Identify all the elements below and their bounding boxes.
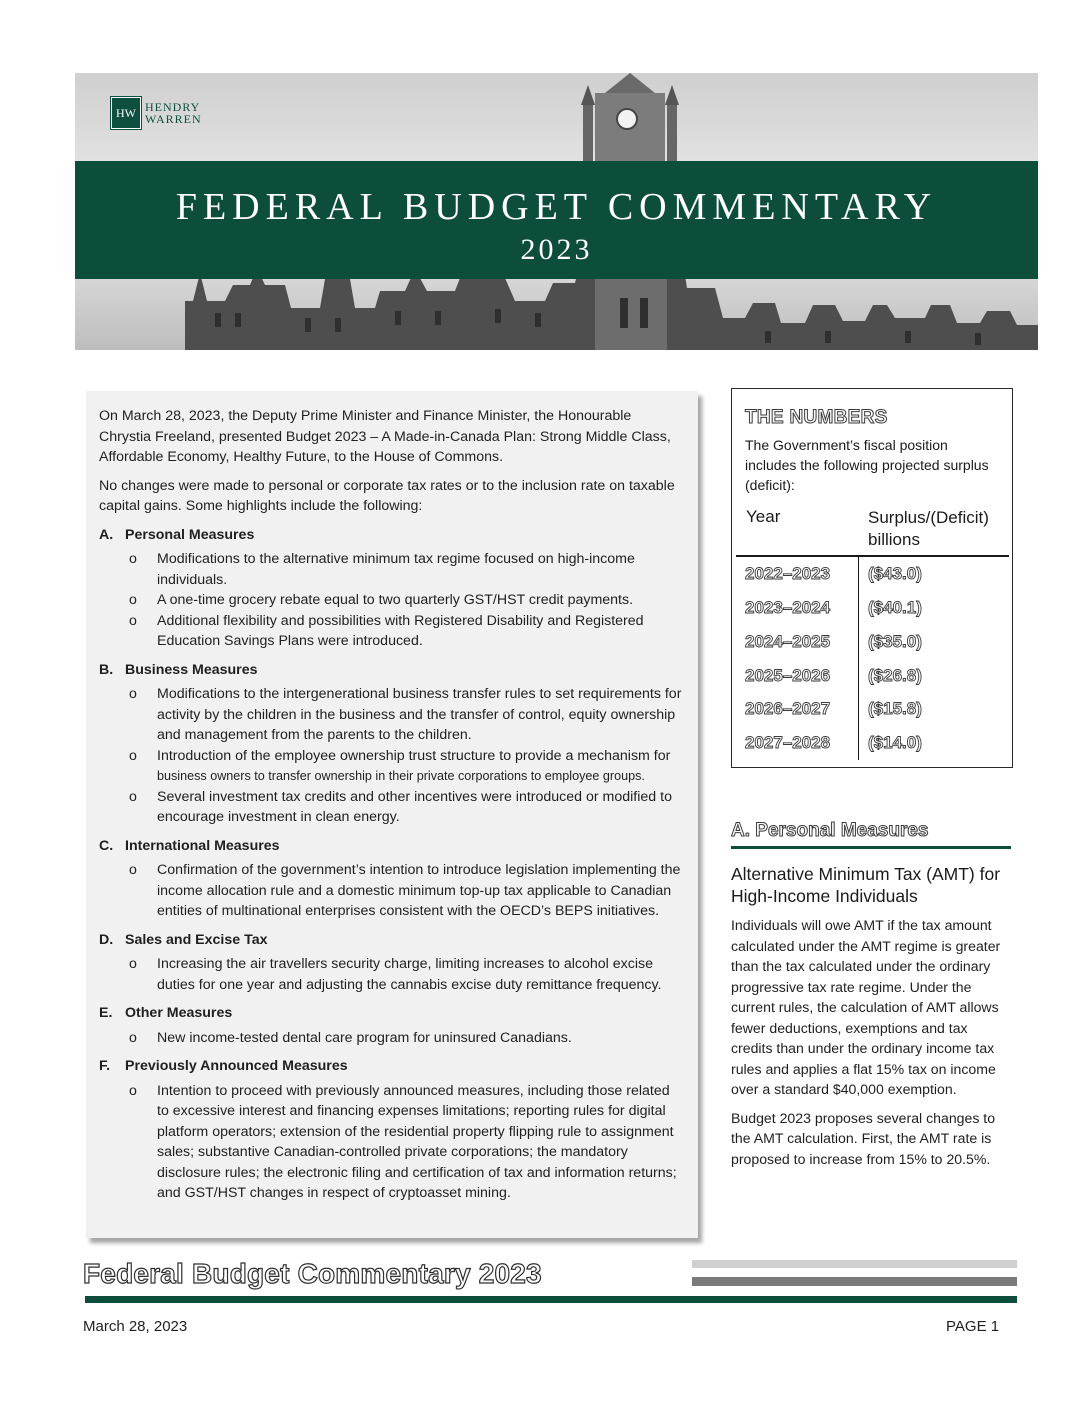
bullet-icon: o bbox=[129, 1029, 137, 1046]
list-item bbox=[99, 860, 684, 922]
table-row bbox=[732, 598, 1012, 632]
list-item-text: Additional flexibility and possibilities with Registered Disability and Registered Education Savings Plans were introduced. bbox=[157, 612, 644, 649]
row-year: 2027–2028 bbox=[745, 733, 831, 752]
business-measures-list bbox=[99, 684, 684, 828]
title-band bbox=[75, 161, 1038, 279]
article-heading: A. Personal Measures bbox=[731, 820, 929, 841]
banner bbox=[75, 73, 1038, 350]
footer-rule bbox=[85, 1296, 1017, 1303]
other-measures-list bbox=[99, 1028, 684, 1049]
section-title: Previously Announced Measures bbox=[125, 1058, 348, 1074]
section-letter: C. bbox=[99, 837, 114, 854]
logo-mark: HW bbox=[111, 97, 141, 129]
bullet-icon: o bbox=[129, 1082, 137, 1099]
column-header-amount bbox=[868, 507, 989, 551]
section-heading-other bbox=[99, 1003, 684, 1024]
bullet-icon: o bbox=[129, 862, 137, 878]
row-amount: ($14.0) bbox=[868, 733, 922, 752]
section-title: International Measures bbox=[125, 837, 280, 854]
numbers-box bbox=[731, 388, 1013, 768]
row-amount: ($40.1) bbox=[868, 598, 922, 617]
list-item bbox=[99, 590, 684, 611]
list-item bbox=[99, 787, 684, 828]
section-heading-personal bbox=[99, 525, 684, 546]
intro-paragraph-1: On March 28, 2023, the Deputy Prime Minister and Finance Minister, the Honourable Chrystia Freeland, presented Budget 2023 – A Made-in-Canada Plan: Strong Middle Class, Affordable Economy, Healthy Future, to the House of Commons. bbox=[99, 408, 671, 465]
list-item bbox=[99, 1081, 684, 1204]
footer-decor-bar-light bbox=[692, 1260, 1017, 1268]
header-divider bbox=[736, 555, 1009, 557]
document-title: FEDERAL BUDGET COMMENTARY bbox=[175, 186, 938, 228]
list-item-text bbox=[157, 746, 684, 787]
section-heading-previously-announced bbox=[99, 1056, 684, 1077]
personal-measures-list bbox=[99, 549, 684, 652]
footer-decor-bar-dark bbox=[692, 1277, 1017, 1286]
logo-wordmark bbox=[145, 101, 202, 125]
bullet-icon: o bbox=[129, 788, 137, 805]
international-measures-list bbox=[99, 860, 684, 922]
list-item bbox=[99, 684, 684, 746]
hendry-warren-logo bbox=[111, 97, 202, 129]
section-heading-sales-excise bbox=[99, 930, 684, 951]
row-year: 2026–2027 bbox=[745, 699, 831, 718]
list-item bbox=[99, 954, 684, 995]
article-body bbox=[731, 915, 1013, 1177]
table-row bbox=[732, 733, 1012, 767]
section-title: Sales and Excise Tax bbox=[125, 931, 268, 948]
table-row bbox=[732, 699, 1012, 733]
sales-excise-list bbox=[99, 954, 684, 995]
section-letter: F. bbox=[99, 1058, 111, 1074]
section-heading-business bbox=[99, 660, 684, 681]
table-row bbox=[732, 632, 1012, 666]
row-year: 2024–2025 bbox=[745, 632, 831, 651]
numbers-intro: The Government’s fiscal position includes the following projected surplus (deficit): bbox=[745, 437, 989, 493]
bullet-icon: o bbox=[129, 686, 137, 702]
highlights-summary-box bbox=[86, 391, 698, 1238]
list-item-text: Modifications to the intergenerational business transfer rules to set requirements for activity by the children in the business and the transfer of control, equity ownership and management from the parents to the children. bbox=[157, 686, 682, 743]
row-year: 2025–2026 bbox=[745, 666, 831, 685]
previously-announced-list bbox=[99, 1081, 684, 1204]
row-amount: ($15.8) bbox=[868, 699, 922, 718]
footer-date: March 28, 2023 bbox=[83, 1318, 188, 1335]
bullet-icon: o bbox=[129, 747, 137, 764]
logo-name-line-2: WARREN bbox=[145, 112, 202, 126]
row-amount: ($43.0) bbox=[868, 564, 922, 583]
intro-paragraph-2: No changes were made to personal or corporate tax rates or to the inclusion rate on taxable capital gains. Some highlights include the following: bbox=[99, 477, 675, 514]
list-item-text-line: Introduction of the employee ownership trust structure to provide a mechanism for bbox=[157, 747, 671, 764]
list-item bbox=[99, 549, 684, 590]
row-amount: ($35.0) bbox=[868, 632, 922, 651]
article-paragraph-2: Budget 2023 proposes several changes to the AMT calculation. First, the AMT rate is proposed to increase from 15% to 20.5%. bbox=[731, 1109, 996, 1167]
section-heading-international bbox=[99, 836, 684, 857]
row-year: 2023–2024 bbox=[745, 598, 831, 617]
section-letter: E. bbox=[99, 1005, 113, 1021]
section-title: Other Measures bbox=[125, 1005, 233, 1021]
bullet-icon: o bbox=[129, 956, 137, 972]
section-letter: A. bbox=[99, 526, 114, 543]
section-letter: B. bbox=[99, 661, 114, 678]
table-row bbox=[732, 564, 1012, 598]
section-title: Business Measures bbox=[125, 661, 258, 678]
list-item-text: Modifications to the alternative minimum tax regime focused on high-income individuals. bbox=[157, 551, 635, 588]
bullet-icon: o bbox=[129, 551, 137, 567]
document-year: 2023 bbox=[520, 233, 593, 266]
column-header-amount-line-2: billions bbox=[868, 530, 920, 549]
bullet-icon: o bbox=[129, 592, 137, 608]
list-item-text-line: business owners to transfer ownership in their private corporations to employee groups. bbox=[157, 769, 645, 783]
row-amount: ($26.8) bbox=[868, 666, 922, 685]
column-header-year: Year bbox=[746, 507, 781, 526]
row-year: 2022–2023 bbox=[745, 564, 831, 583]
list-item bbox=[99, 611, 684, 652]
list-item-text: Several investment tax credits and other incentives were introduced or modified to encourage investment in clean energy. bbox=[157, 788, 672, 825]
section-title: Personal Measures bbox=[125, 526, 255, 543]
article-paragraph-1: Individuals will owe AMT if the tax amount calculated under the AMT regime is greater than the tax calculated under the ordinary progressive tax rate regime. Under the current rules, the calculation of AMT allows fewer deductions, exemptions and tax credits than under the ordinary income tax rules and applies a flat 15% tax on income over a standard $40,000 exemption. bbox=[731, 917, 1001, 1097]
list-item-text: Confirmation of the government’s intention to introduce legislation implementing the income allocation rule and a domestic minimum top-up tax applicable to Canadian entities of multinational enterprises consistent with the OECD’s BEPS initiatives. bbox=[157, 862, 681, 919]
bullet-icon: o bbox=[129, 612, 137, 629]
section-letter: D. bbox=[99, 931, 114, 948]
column-header-amount-line-1: Surplus/(Deficit) bbox=[868, 508, 989, 527]
list-item bbox=[99, 746, 684, 787]
numbers-heading: THE NUMBERS bbox=[745, 407, 888, 428]
article-subheading: Alternative Minimum Tax (AMT) for High-Income Individuals bbox=[731, 864, 1001, 906]
list-item bbox=[99, 1028, 684, 1049]
list-item-text: New income-tested dental care program for uninsured Canadians. bbox=[157, 1029, 572, 1046]
list-item-text: Increasing the air travellers security charge, limiting increases to alcohol excise duties for one year and adjusting the cannabis excise duty remittance frequency. bbox=[157, 956, 662, 993]
footer-title: Federal Budget Commentary 2023 bbox=[83, 1258, 542, 1289]
logo-name-line-1: HENDRY bbox=[145, 100, 201, 114]
page-number: PAGE 1 bbox=[946, 1318, 1000, 1335]
article-heading-rule bbox=[731, 846, 1011, 849]
list-item-text: Intention to proceed with previously announced measures, including those related to excessive interest and financing expenses limitations; reporting rules for digital platform operators; extension of the residential property flipping rule to assignment sales; substantive Canadian-controlled private corporations; the mandatory disclosure rules; the electronic filing and certification of tax and information returns; and GST/HST changes in respect of cryptoasset mining. bbox=[157, 1082, 677, 1201]
list-item-text: A one-time grocery rebate equal to two quarterly GST/HST credit payments. bbox=[157, 592, 634, 608]
table-row bbox=[732, 666, 1012, 700]
